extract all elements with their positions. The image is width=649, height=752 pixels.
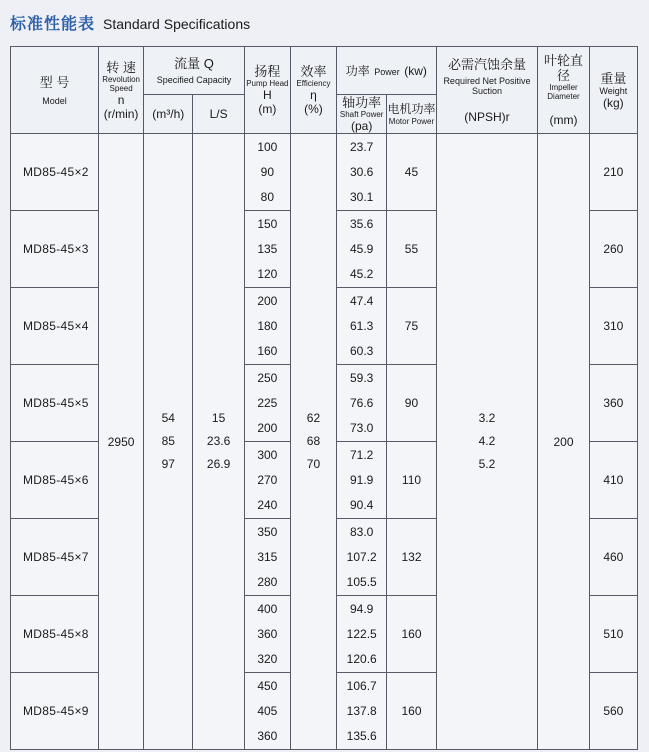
head-cell-value: 180 xyxy=(257,319,278,333)
head-cell-value: 350 xyxy=(257,525,278,539)
weight-cell: 410 xyxy=(589,442,637,519)
shaft-cell-value: 90.4 xyxy=(350,498,374,512)
motor-cell: 132 xyxy=(387,519,436,596)
speed-cell: 2950 xyxy=(99,134,144,750)
shaft-cell xyxy=(337,211,387,288)
head-cell-value: 160 xyxy=(257,344,278,358)
motor-cell: 160 xyxy=(387,596,436,673)
head-cell-value: 270 xyxy=(257,473,278,487)
shaft-cell-value: 59.3 xyxy=(350,371,374,385)
shaft-cell-value: 122.5 xyxy=(346,627,377,641)
model-cell: MD85-45×3 xyxy=(11,211,99,288)
flow-m3h-cell-value: 85 xyxy=(161,434,175,448)
header-flow-ls: L/S xyxy=(193,95,244,134)
npsh-value: 5.2 xyxy=(478,457,496,471)
table-row xyxy=(11,134,638,211)
shaft-cell-value: 105.5 xyxy=(346,575,377,589)
shaft-cell-value: 35.6 xyxy=(350,217,374,231)
weight-cell: 210 xyxy=(589,134,637,211)
motor-cell: 90 xyxy=(387,365,436,442)
shaft-cell-value: 76.6 xyxy=(350,396,374,410)
weight-cell: 560 xyxy=(589,673,637,750)
shaft-cell-value: 135.6 xyxy=(346,729,377,743)
head-cell-value: 405 xyxy=(257,704,278,718)
shaft-cell xyxy=(337,519,387,596)
motor-cell: 45 xyxy=(387,134,436,211)
header-impeller: 叶轮直径 Impeller Diameter (mm) xyxy=(538,47,589,134)
head-cell-value: 320 xyxy=(257,652,278,666)
head-cell-value: 80 xyxy=(260,190,275,204)
head-cell-value: 240 xyxy=(257,498,278,512)
header-flow-m3h: (m³/h) xyxy=(144,95,193,134)
weight-cell: 510 xyxy=(589,596,637,673)
head-cell-value: 360 xyxy=(257,729,278,743)
model-cell: MD85-45×6 xyxy=(11,442,99,519)
weight-cell: 310 xyxy=(589,288,637,365)
weight-cell: 260 xyxy=(589,211,637,288)
shaft-cell-value: 60.3 xyxy=(350,344,374,358)
shaft-cell xyxy=(337,288,387,365)
header-flow: 流量 Q Specified Capacity xyxy=(144,47,245,95)
head-cell-value: 315 xyxy=(257,550,278,564)
title-cn: 标准性能表 xyxy=(10,14,96,33)
head-cell-value: 400 xyxy=(257,602,278,616)
model-cell: MD85-45×7 xyxy=(11,519,99,596)
flow-ls-cell-value: 26.9 xyxy=(206,457,231,471)
flow-m3h-cell-value: 54 xyxy=(161,411,175,425)
head-cell xyxy=(244,134,290,211)
head-cell-value: 200 xyxy=(257,294,278,308)
head-cell-value: 200 xyxy=(257,421,278,435)
shaft-cell xyxy=(337,365,387,442)
model-cell: MD85-45×4 xyxy=(11,288,99,365)
head-cell xyxy=(244,519,290,596)
head-cell-value: 150 xyxy=(257,217,278,231)
head-cell xyxy=(244,288,290,365)
shaft-cell-value: 45.9 xyxy=(350,242,374,256)
model-cell: MD85-45×8 xyxy=(11,596,99,673)
flow-ls-cell-value: 23.6 xyxy=(206,434,231,448)
motor-cell: 55 xyxy=(387,211,436,288)
head-cell xyxy=(244,211,290,288)
shaft-cell-value: 47.4 xyxy=(350,294,374,308)
head-cell xyxy=(244,365,290,442)
shaft-cell-value: 71.2 xyxy=(350,448,374,462)
head-cell-value: 360 xyxy=(257,627,278,641)
header-efficiency: 效率 Efficiency η (%) xyxy=(290,47,336,134)
npsh-cell xyxy=(436,134,538,750)
impeller-cell: 200 xyxy=(538,134,589,750)
model-cell: MD85-45×2 xyxy=(11,134,99,211)
motor-cell: 110 xyxy=(387,442,436,519)
npsh-value: 3.2 xyxy=(478,411,496,425)
shaft-cell xyxy=(337,134,387,211)
shaft-cell-value: 45.2 xyxy=(350,267,374,281)
header-power: 功率 Power (kw) xyxy=(337,47,437,95)
head-cell xyxy=(244,596,290,673)
motor-cell: 75 xyxy=(387,288,436,365)
weight-cell: 360 xyxy=(589,365,637,442)
title-en: Standard Specifications xyxy=(103,16,251,32)
shaft-cell-value: 73.0 xyxy=(350,421,374,435)
head-cell-value: 135 xyxy=(257,242,278,256)
shaft-cell xyxy=(337,673,387,750)
head-cell xyxy=(244,673,290,750)
spec-table xyxy=(10,46,638,750)
shaft-cell-value: 107.2 xyxy=(346,550,377,564)
spec-table-body xyxy=(11,134,638,750)
head-cell-value: 300 xyxy=(257,448,278,462)
flow-m3h-cell-value: 97 xyxy=(161,457,175,471)
shaft-cell-value: 94.9 xyxy=(350,602,374,616)
header-shaft: 轴功率 Shaft Power (pa) xyxy=(337,95,387,134)
header-weight: 重量 Weight (kg) xyxy=(589,47,637,134)
model-cell: MD85-45×5 xyxy=(11,365,99,442)
head-cell-value: 250 xyxy=(257,371,278,385)
head-cell-value: 280 xyxy=(257,575,278,589)
header-head: 扬程 Pump Head H (m) xyxy=(244,47,290,134)
efficiency-value: 68 xyxy=(306,434,321,448)
shaft-cell-value: 106.7 xyxy=(346,679,377,693)
flow-m3h-cell xyxy=(144,134,193,750)
npsh-value: 4.2 xyxy=(478,434,496,448)
shaft-cell xyxy=(337,442,387,519)
flow-ls-cell-value: 15 xyxy=(211,411,226,425)
efficiency-value: 70 xyxy=(306,457,321,471)
head-cell-value: 90 xyxy=(260,165,275,179)
header-npsh: 必需汽蚀余量 Required Net Positive Suction (NPSH)r xyxy=(436,47,538,134)
shaft-cell-value: 83.0 xyxy=(350,525,374,539)
efficiency-value: 62 xyxy=(306,411,321,425)
shaft-cell-value: 23.7 xyxy=(350,140,374,154)
head-cell-value: 100 xyxy=(257,140,278,154)
header-model: 型 号 Model xyxy=(11,47,99,134)
shaft-cell-value: 30.6 xyxy=(350,165,374,179)
shaft-cell-value: 137.8 xyxy=(346,704,377,718)
header-speed: 转 速 Revolution Speed n (r/min) xyxy=(99,47,144,134)
head-cell-value: 120 xyxy=(257,267,278,281)
page-title xyxy=(10,11,250,33)
shaft-cell-value: 120.6 xyxy=(346,652,377,666)
header-motor: 电机功率 Motor Power xyxy=(387,95,436,134)
head-cell-value: 225 xyxy=(257,396,278,410)
model-cell: MD85-45×9 xyxy=(11,673,99,750)
shaft-cell-value: 91.9 xyxy=(350,473,374,487)
efficiency-cell xyxy=(290,134,336,750)
head-cell-value: 450 xyxy=(257,679,278,693)
shaft-cell xyxy=(337,596,387,673)
motor-cell: 160 xyxy=(387,673,436,750)
shaft-cell-value: 61.3 xyxy=(350,319,374,333)
weight-cell: 460 xyxy=(589,519,637,596)
head-cell xyxy=(244,442,290,519)
shaft-cell-value: 30.1 xyxy=(350,190,374,204)
flow-ls-cell xyxy=(193,134,244,750)
